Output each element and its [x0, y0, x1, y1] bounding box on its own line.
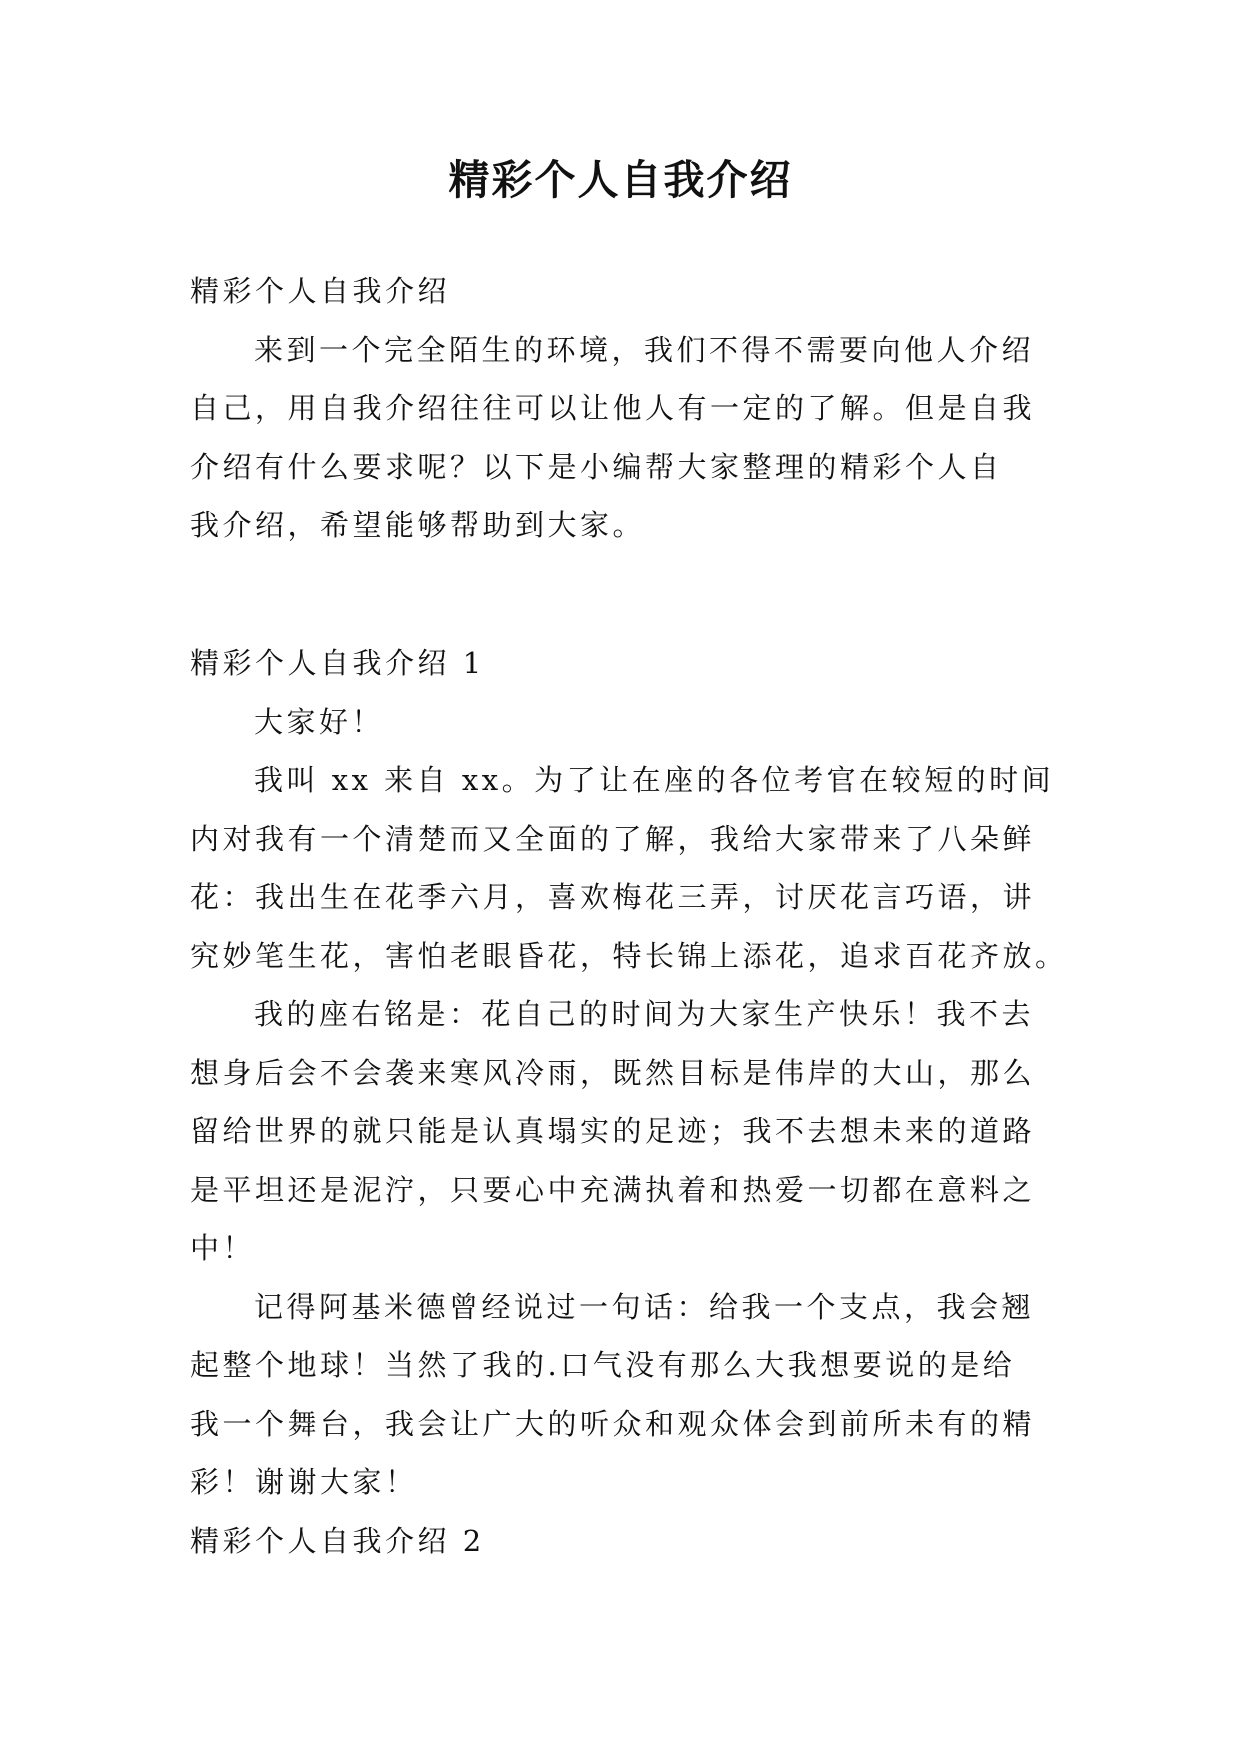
paragraph-line: 我介绍，希望能够帮助到大家。	[190, 508, 646, 542]
paragraph-line: 中！	[190, 1231, 256, 1265]
document-body-block-2	[190, 634, 1068, 1570]
document-title: 精彩个人自我介绍	[448, 156, 793, 204]
section-heading: 精彩个人自我介绍	[190, 274, 451, 308]
section-heading: 精彩个人自我介绍 1	[190, 646, 485, 680]
document-body-block-1	[190, 262, 1052, 555]
section-heading: 精彩个人自我介绍 2	[190, 1523, 485, 1558]
paragraph-line: 我一个舞台，我会让广大的听众和观众体会到前所未有的精	[190, 1406, 1036, 1441]
paragraph-line: 我的座右铭是：花自己的时间为大家生产快乐！我不去	[254, 997, 1035, 1031]
paragraph-line: 来到一个完全陌生的环境，我们不得不需要向他人介绍	[254, 332, 1035, 367]
paragraph-line: 我叫 xx 来自 xx。为了让在座的各位考官在较短的时间	[254, 763, 1055, 797]
paragraph-line: 花：我出生在花季六月，喜欢梅花三弄，讨厌花言巧语，讲	[190, 880, 1036, 914]
paragraph-line: 内对我有一个清楚而又全面的了解，我给大家带来了八朵鲜	[190, 821, 1036, 856]
paragraph-line: 留给世界的就只能是认真塌实的足迹；我不去想未来的道路	[190, 1114, 1036, 1148]
paragraph-line: 是平坦还是泥泞，只要心中充满执着和热爱一切都在意料之	[190, 1172, 1036, 1207]
paragraph-line: 彩！谢谢大家！	[190, 1465, 418, 1499]
paragraph-line: 想身后会不会袭来寒风冷雨，既然目标是伟岸的大山，那么	[190, 1055, 1036, 1090]
paragraph-line: 自己，用自我介绍往往可以让他人有一定的了解。但是自我	[190, 391, 1036, 425]
paragraph-line: 大家好！	[254, 704, 385, 739]
paragraph-line: 介绍有什么要求呢？以下是小编帮大家整理的精彩个人自	[190, 449, 1003, 484]
paragraph-line: 记得阿基米德曾经说过一句话：给我一个支点，我会翘	[254, 1289, 1035, 1324]
paragraph-line: 起整个地球！当然了我的.口气没有那么大我想要说的是给	[190, 1348, 1016, 1382]
paragraph-line: 究妙笔生花，害怕老眼昏花，特长锦上添花，追求百花齐放。	[190, 938, 1068, 973]
